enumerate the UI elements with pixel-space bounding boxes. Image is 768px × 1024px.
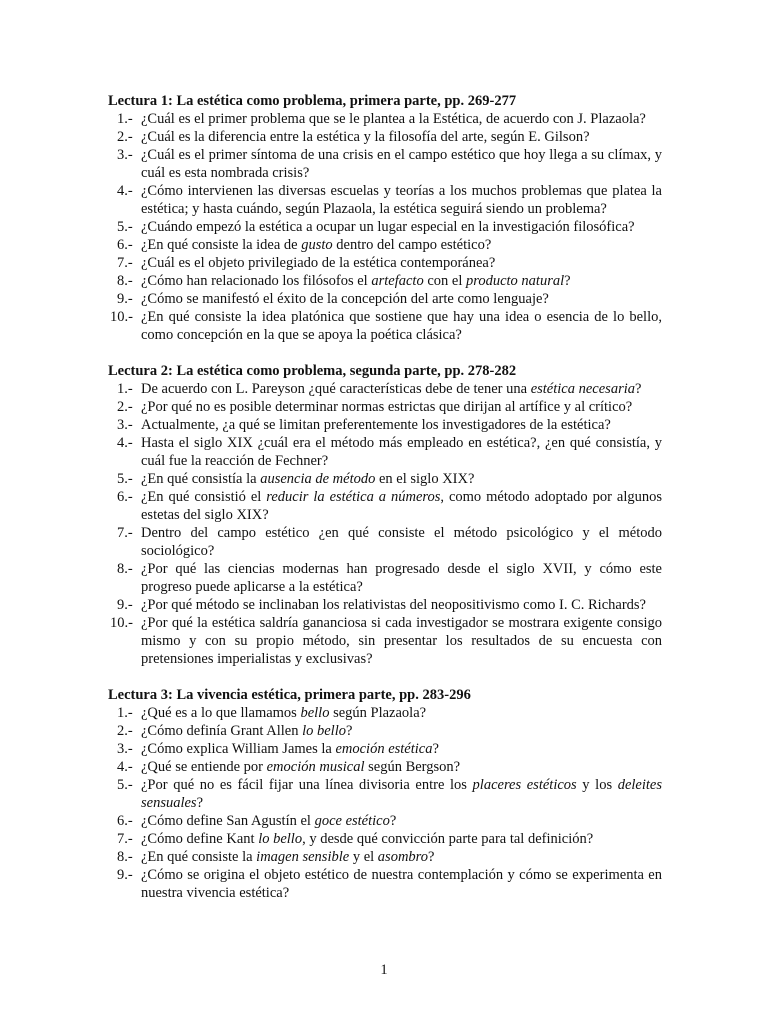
- section-heading: Lectura 1: La estética como problema, primera parte, pp. 269-277: [108, 93, 517, 109]
- question-text: Hasta el siglo XIX ¿cuál era el método más empleado en estética?, ¿en qué consistía, y cuál fue la reacción de Fechner?: [141, 435, 662, 469]
- question-text: ¿Cómo se manifestó el éxito de la concepción del arte como lenguaje?: [141, 291, 549, 307]
- question-number: 7.-: [117, 255, 133, 271]
- question-text: ¿Por qué no es fácil fijar una línea divisoria entre los placeres estéticos y los deleites sensuales?: [141, 777, 663, 811]
- question-item: [108, 758, 662, 776]
- question-number: 4.-: [117, 435, 133, 451]
- question-number: 7.-: [117, 525, 133, 541]
- question-text: ¿En qué consiste la idea de gusto dentro del campo estético?: [141, 237, 492, 253]
- question-text: ¿Cómo definía Grant Allen lo bello?: [141, 723, 353, 739]
- question-item: [108, 470, 662, 488]
- question-item: [108, 830, 662, 848]
- question-item: [108, 398, 662, 416]
- question-number: 6.-: [117, 489, 133, 505]
- question-item: [108, 110, 662, 128]
- question-item: [108, 146, 662, 182]
- question-item: [108, 416, 662, 434]
- question-text: ¿Cómo intervienen las diversas escuelas y teorías a los muchos problemas que platea la estética; y hasta cuándo, según Plazaola, la estética seguirá siendo un problema?: [141, 183, 662, 217]
- question-number: 7.-: [117, 831, 133, 847]
- question-text: ¿Cuál es la diferencia entre la estética y la filosofía del arte, según E. Gilson?: [141, 129, 590, 145]
- question-item: [108, 776, 662, 812]
- question-item: [108, 272, 662, 290]
- question-text: ¿Cómo define Kant lo bello, y desde qué convicción parte para tal definición?: [141, 831, 594, 847]
- question-text: ¿Por qué las ciencias modernas han progresado desde el siglo XVII, y cómo este progreso puede aplicarse a la estética?: [141, 561, 662, 595]
- question-item: [108, 488, 662, 524]
- question-number: 5.-: [117, 471, 133, 487]
- question-number: 3.-: [117, 417, 133, 433]
- question-text: ¿Por qué no es posible determinar normas estrictas que dirijan al artífice y al crítico?: [141, 399, 633, 415]
- question-item: [108, 614, 662, 668]
- question-item: [108, 128, 662, 146]
- question-item: [108, 866, 662, 902]
- question-number: 10.-: [110, 615, 133, 631]
- question-number: 2.-: [117, 399, 133, 415]
- question-item: [108, 254, 662, 272]
- question-item: [108, 380, 662, 398]
- question-text: ¿Cómo se origina el objeto estético de nuestra contemplación y cómo se experimenta en nuestra vivencia estética?: [141, 867, 662, 901]
- question-item: [108, 596, 662, 614]
- question-text: ¿En qué consiste la idea platónica que sostiene que hay una idea o esencia de lo bello, como concepción en la que se apoya la poética clásica?: [141, 309, 662, 343]
- question-number: 10.-: [110, 309, 133, 325]
- question-text: ¿Cuándo empezó la estética a ocupar un lugar especial en la investigación filosófica?: [141, 219, 635, 235]
- question-text: ¿Cuál es el primer síntoma de una crisis en el campo estético que hoy llega a su clímax, y cuál es esta nombrada crisis?: [141, 147, 662, 181]
- question-item: [108, 524, 662, 560]
- question-list: [108, 380, 662, 668]
- question-number: 6.-: [117, 813, 133, 829]
- document-page: [108, 92, 662, 920]
- question-text: ¿Cómo explica William James la emoción estética?: [141, 741, 439, 757]
- question-number: 9.-: [117, 867, 133, 883]
- question-item: [108, 560, 662, 596]
- question-item: [108, 308, 662, 344]
- question-number: 5.-: [117, 777, 133, 793]
- question-text: De acuerdo con L. Pareyson ¿qué características debe de tener una estética necesaria?: [141, 381, 642, 397]
- question-item: [108, 434, 662, 470]
- section-heading: Lectura 2: La estética como problema, segunda parte, pp. 278-282: [108, 363, 517, 379]
- question-number: 9.-: [117, 597, 133, 613]
- question-item: [108, 722, 662, 740]
- question-text: ¿En qué consistía la ausencia de método en el siglo XIX?: [141, 471, 475, 487]
- question-item: [108, 182, 662, 218]
- question-item: [108, 812, 662, 830]
- question-number: 6.-: [117, 237, 133, 253]
- question-number: 3.-: [117, 741, 133, 757]
- question-item: [108, 848, 662, 866]
- question-text: Actualmente, ¿a qué se limitan preferentemente los investigadores de la estética?: [141, 417, 611, 433]
- question-item: [108, 236, 662, 254]
- question-number: 9.-: [117, 291, 133, 307]
- question-number: 4.-: [117, 759, 133, 775]
- section-lectura-1: [108, 92, 662, 344]
- question-text: ¿Por qué la estética saldría gananciosa si cada investigador se mostrara exigente consigo mismo y con su propio método, sin presentar los resultados de su encuesta con pretensiones imperialistas y exclusivas?: [141, 615, 662, 667]
- question-text: ¿Qué es a lo que llamamos bello según Plazaola?: [141, 705, 427, 721]
- question-number: 2.-: [117, 723, 133, 739]
- section-lectura-2: [108, 362, 662, 668]
- question-number: 8.-: [117, 561, 133, 577]
- question-text: ¿Qué se entiende por emoción musical según Bergson?: [141, 759, 461, 775]
- question-number: 1.-: [117, 381, 133, 397]
- question-item: [108, 290, 662, 308]
- question-list: [108, 704, 662, 902]
- question-text: ¿Por qué método se inclinaban los relativistas del neopositivismo como I. C. Richards?: [141, 597, 646, 613]
- question-number: 5.-: [117, 219, 133, 235]
- question-text: ¿En qué consistió el reducir la estética a números, como método adoptado por algunos estetas del siglo XIX?: [141, 489, 662, 523]
- section-lectura-3: [108, 686, 662, 902]
- question-text: ¿Cómo define San Agustín el goce estético?: [141, 813, 397, 829]
- question-item: [108, 218, 662, 236]
- question-number: 3.-: [117, 147, 133, 163]
- section-heading: Lectura 3: La vivencia estética, primera parte, pp. 283-296: [108, 687, 471, 703]
- question-text: ¿Cuál es el objeto privilegiado de la estética contemporánea?: [141, 255, 496, 271]
- question-text: ¿Cómo han relacionado los filósofos el artefacto con el producto natural?: [141, 273, 571, 289]
- question-number: 4.-: [117, 183, 133, 199]
- question-text: Dentro del campo estético ¿en qué consiste el método psicológico y el método sociológico?: [141, 525, 662, 559]
- page-number: 1: [380, 962, 388, 978]
- question-text: ¿En qué consiste la imagen sensible y el asombro?: [141, 849, 435, 865]
- question-number: 8.-: [117, 849, 133, 865]
- question-list: [108, 110, 662, 344]
- question-number: 1.-: [117, 111, 133, 127]
- question-number: 8.-: [117, 273, 133, 289]
- question-item: [108, 704, 662, 722]
- question-number: 1.-: [117, 705, 133, 721]
- question-text: ¿Cuál es el primer problema que se le plantea a la Estética, de acuerdo con J. Plazaola?: [141, 111, 646, 127]
- question-item: [108, 740, 662, 758]
- question-number: 2.-: [117, 129, 133, 145]
